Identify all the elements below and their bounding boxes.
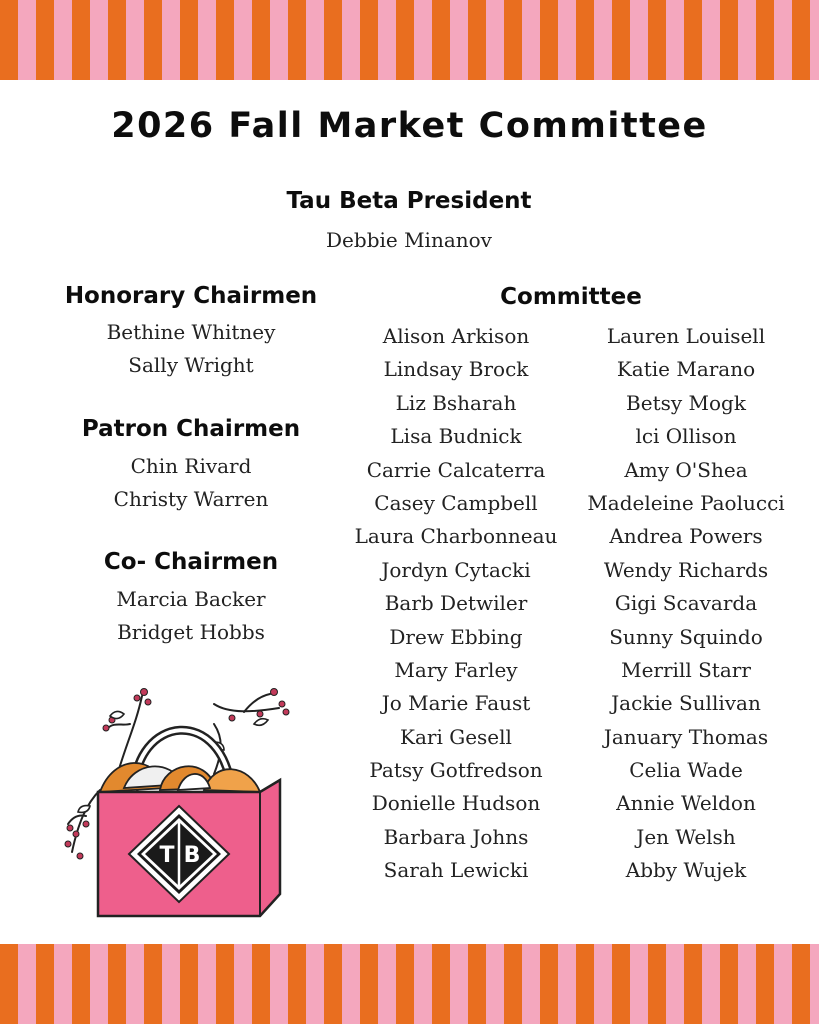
committee-member: Merrill Starr [621,657,751,682]
committee-member: Sarah Lewicki [383,858,529,883]
committee-member: Carrie Calcaterra [366,457,546,482]
committee-member: Andrea Powers [609,524,763,549]
top-stripe-border [0,0,819,80]
patron-name: Chin Rivard [130,454,252,478]
committee-member: Betsy Mogk [626,390,746,415]
committee-member: Katie Marano [616,357,756,382]
committee-member: Madeleine Paolucci [587,490,785,515]
president-heading: Tau Beta President [286,188,532,214]
committee-member: Mary Farley [394,657,518,682]
committee-member: Jo Marie Faust [381,691,531,716]
committee-member: Annie Weldon [616,791,756,816]
bottom-stripe-border [0,944,819,1024]
co-chairmen-name: Marcia Backer [116,587,266,611]
committee-left-column [340,320,572,888]
committee-member: Celia Wade [629,758,743,783]
committee-member: Casey Campbell [374,490,538,515]
svg-text:T: T [159,843,175,868]
committee-member: Kari Gesell [400,724,512,749]
committee-member: Lauren Louisell [606,324,766,348]
committee-member: Jen Welsh [636,824,736,849]
committee-member: Patsy Gotfredson [369,758,543,783]
honorary-name: Sally Wright [128,353,254,377]
committee-member: Lisa Budnick [390,424,522,449]
svg-text:B: B [183,843,201,868]
committee-member: lci Ollison [635,424,737,449]
patron-heading: Patron Chairmen [81,416,301,442]
co-chairmen-name: Bridget Hobbs [117,620,265,644]
committee-member: Wendy Richards [603,557,769,582]
patron-name: Christy Warren [113,487,269,511]
committee-member: Barb Detwiler [384,591,528,616]
tote-bag-logo-icon [64,684,294,920]
committee-member: January Thomas [603,724,769,749]
committee-member: Laura Charbonneau [354,524,558,549]
committee-member: Amy O'Shea [624,457,748,482]
honorary-name: Bethine Whitney [106,320,276,344]
committee-member: Lindsay Brock [383,357,529,382]
page-title: 2026 Fall Market Committee [111,106,708,146]
committee-member: Sunny Squindo [609,624,763,649]
committee-right-column [572,320,800,888]
committee-member: Jordyn Cytacki [381,557,531,582]
co-chairmen-heading: Co- Chairmen [103,549,279,575]
committee-member: Barbara Johns [383,824,529,849]
committee-member: Donielle Hudson [371,791,541,816]
president-name: Debbie Minanov [326,228,492,252]
committee-member: Abby Wujek [625,858,747,883]
honorary-heading: Honorary Chairmen [64,283,318,309]
committee-member: Drew Ebbing [389,624,523,649]
committee-member: Jackie Sullivan [611,691,761,716]
committee-member: Alison Arkison [382,324,530,348]
committee-member: Liz Bsharah [395,390,517,415]
committee-member: Gigi Scavarda [614,591,758,616]
committee-heading: Committee [500,284,642,310]
